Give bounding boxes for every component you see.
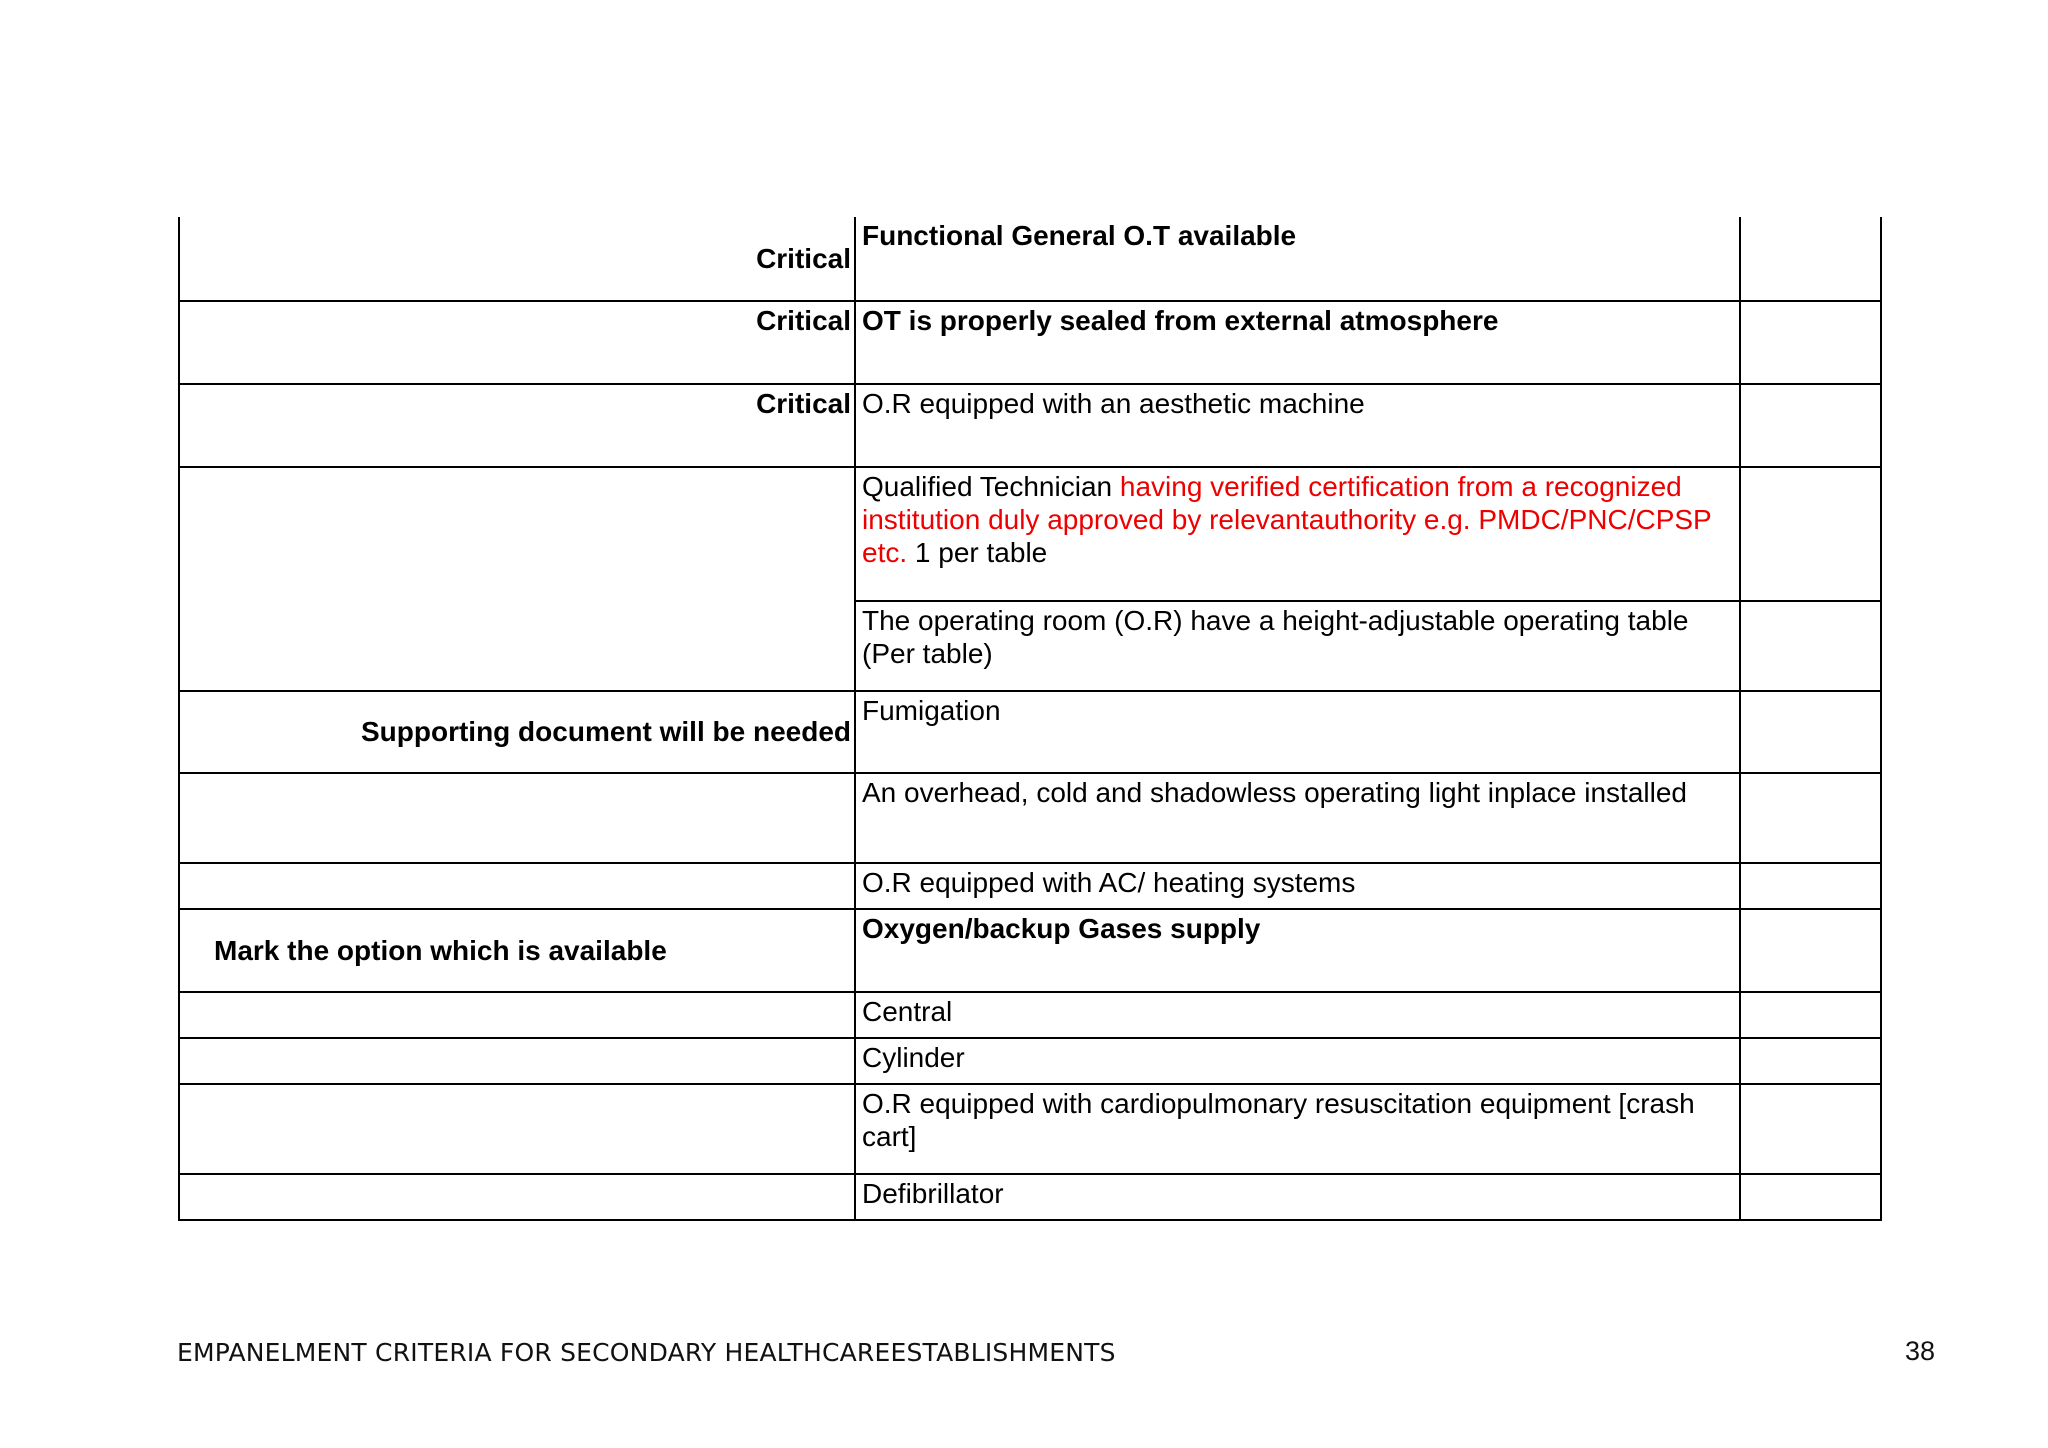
row-label bbox=[179, 467, 855, 691]
table-row bbox=[179, 691, 1881, 773]
row-label: Supporting document will be needed bbox=[179, 691, 855, 773]
description-after: 1 per table bbox=[907, 537, 1048, 569]
row-description: Defibrillator bbox=[855, 1174, 1740, 1220]
row-description: An overhead, cold and shadowless operating light inplace installed bbox=[855, 773, 1740, 863]
table-row bbox=[179, 1038, 1881, 1084]
table-row bbox=[179, 863, 1881, 909]
table-row bbox=[179, 773, 1881, 863]
row-description: O.R equipped with AC/ heating systems bbox=[855, 863, 1740, 909]
row-label bbox=[179, 863, 855, 909]
row-label bbox=[179, 992, 855, 1038]
table-row bbox=[179, 217, 1881, 301]
criteria-table bbox=[178, 217, 1882, 1221]
table-row bbox=[179, 1174, 1881, 1220]
row-label bbox=[179, 1038, 855, 1084]
row-label: Mark the option which is available bbox=[179, 909, 855, 992]
footer-title: EMPANELMENT CRITERIA FOR SECONDARY HEALTHCAREESTABLISHMENTS bbox=[177, 1338, 1116, 1367]
row-description: Cylinder bbox=[855, 1038, 1740, 1084]
description-highlight: having verified certification from a recognized institution duly approved by relevantauthority e.g. PMDC/PNC/CPSP etc. bbox=[862, 471, 1712, 569]
row-label bbox=[179, 1084, 855, 1174]
status-cell bbox=[1740, 773, 1881, 863]
status-cell bbox=[1740, 1174, 1881, 1220]
row-description: OT is properly sealed from external atmosphere bbox=[855, 301, 1740, 384]
description-plain: Qualified Technician bbox=[862, 471, 1120, 502]
status-cell bbox=[1740, 1084, 1881, 1174]
row-label: Critical bbox=[179, 301, 855, 384]
row-label bbox=[179, 773, 855, 863]
row-label: Critical bbox=[179, 384, 855, 467]
status-cell bbox=[1740, 909, 1881, 992]
row-description bbox=[855, 467, 1740, 601]
table-row bbox=[179, 992, 1881, 1038]
row-description: The operating room (O.R) have a height-adjustable operating table (Per table) bbox=[855, 601, 1740, 691]
row-description: Oxygen/backup Gases supply bbox=[855, 909, 1740, 992]
status-cell bbox=[1740, 301, 1881, 384]
status-cell bbox=[1740, 691, 1881, 773]
status-cell bbox=[1740, 1038, 1881, 1084]
table-row bbox=[179, 301, 1881, 384]
page-number: 38 bbox=[1905, 1336, 1936, 1366]
status-cell bbox=[1740, 863, 1881, 909]
table-row bbox=[179, 467, 1881, 601]
row-label: Critical bbox=[179, 217, 855, 301]
status-cell bbox=[1740, 992, 1881, 1038]
status-cell bbox=[1740, 467, 1881, 601]
row-description: Central bbox=[855, 992, 1740, 1038]
row-label bbox=[179, 1174, 855, 1220]
table-row bbox=[179, 384, 1881, 467]
row-description: O.R equipped with an aesthetic machine bbox=[855, 384, 1740, 467]
row-description: Fumigation bbox=[855, 691, 1740, 773]
status-cell bbox=[1740, 217, 1881, 301]
row-description: Functional General O.T available bbox=[855, 217, 1740, 301]
status-cell bbox=[1740, 601, 1881, 691]
row-description: O.R equipped with cardiopulmonary resuscitation equipment [crash cart] bbox=[855, 1084, 1740, 1174]
table-row bbox=[179, 1084, 1881, 1174]
status-cell bbox=[1740, 384, 1881, 467]
table-row bbox=[179, 909, 1881, 992]
